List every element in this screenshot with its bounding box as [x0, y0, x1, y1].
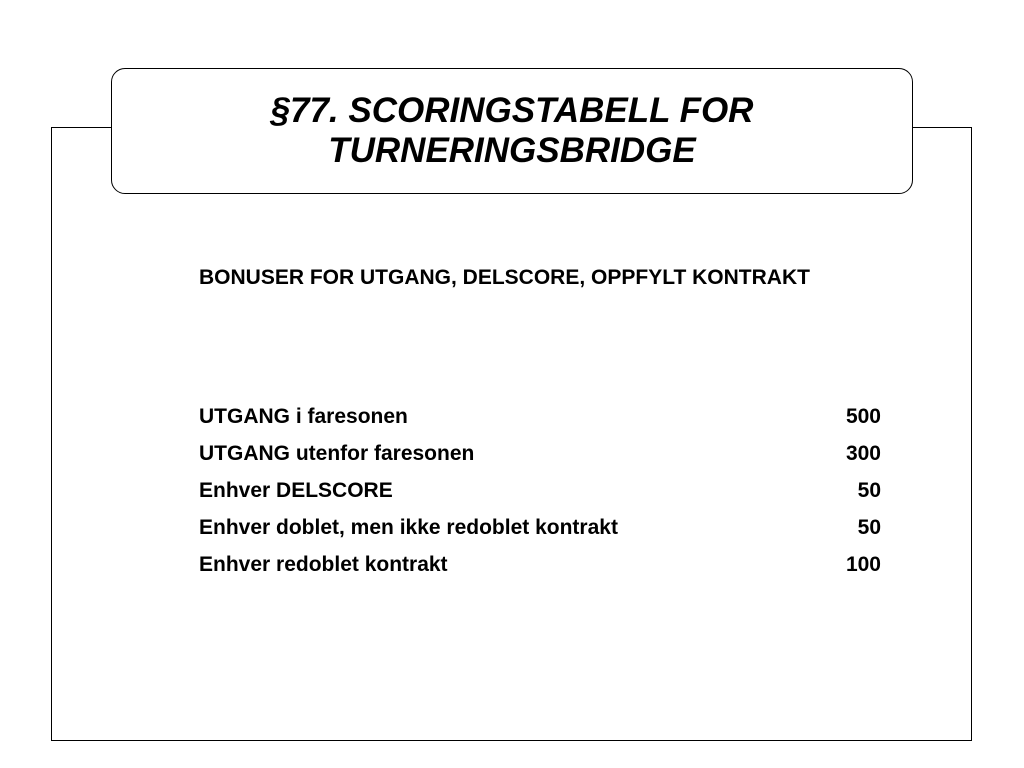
bonus-value: 100	[845, 552, 881, 576]
bonus-label: Enhver doblet, men ikke redoblet kontrakt	[199, 515, 618, 539]
page-title: §77. SCORINGSTABELL FOR TURNERINGSBRIDGE	[270, 91, 754, 170]
bonus-label: UTGANG utenfor faresonen	[199, 441, 475, 465]
bonus-label: Enhver DELSCORE	[199, 478, 393, 502]
bonus-value: 50	[857, 478, 881, 502]
frame-top-right-edge	[913, 127, 972, 128]
table-row	[199, 472, 881, 509]
section-subtitle: BONUSER FOR UTGANG, DELSCORE, OPPFYLT KONTRAKT	[199, 266, 810, 289]
bonus-label: UTGANG i faresonen	[199, 404, 408, 428]
table-row	[199, 435, 881, 472]
table-row	[199, 398, 881, 435]
bonus-table	[199, 398, 881, 583]
table-row	[199, 509, 881, 546]
frame-top-left-edge	[51, 127, 111, 128]
bonus-value: 50	[857, 515, 881, 539]
bonus-value: 300	[845, 441, 881, 465]
title-box	[111, 68, 913, 194]
bonus-label: Enhver redoblet kontrakt	[199, 552, 448, 576]
bonus-value: 500	[845, 404, 881, 428]
table-row	[199, 546, 881, 583]
